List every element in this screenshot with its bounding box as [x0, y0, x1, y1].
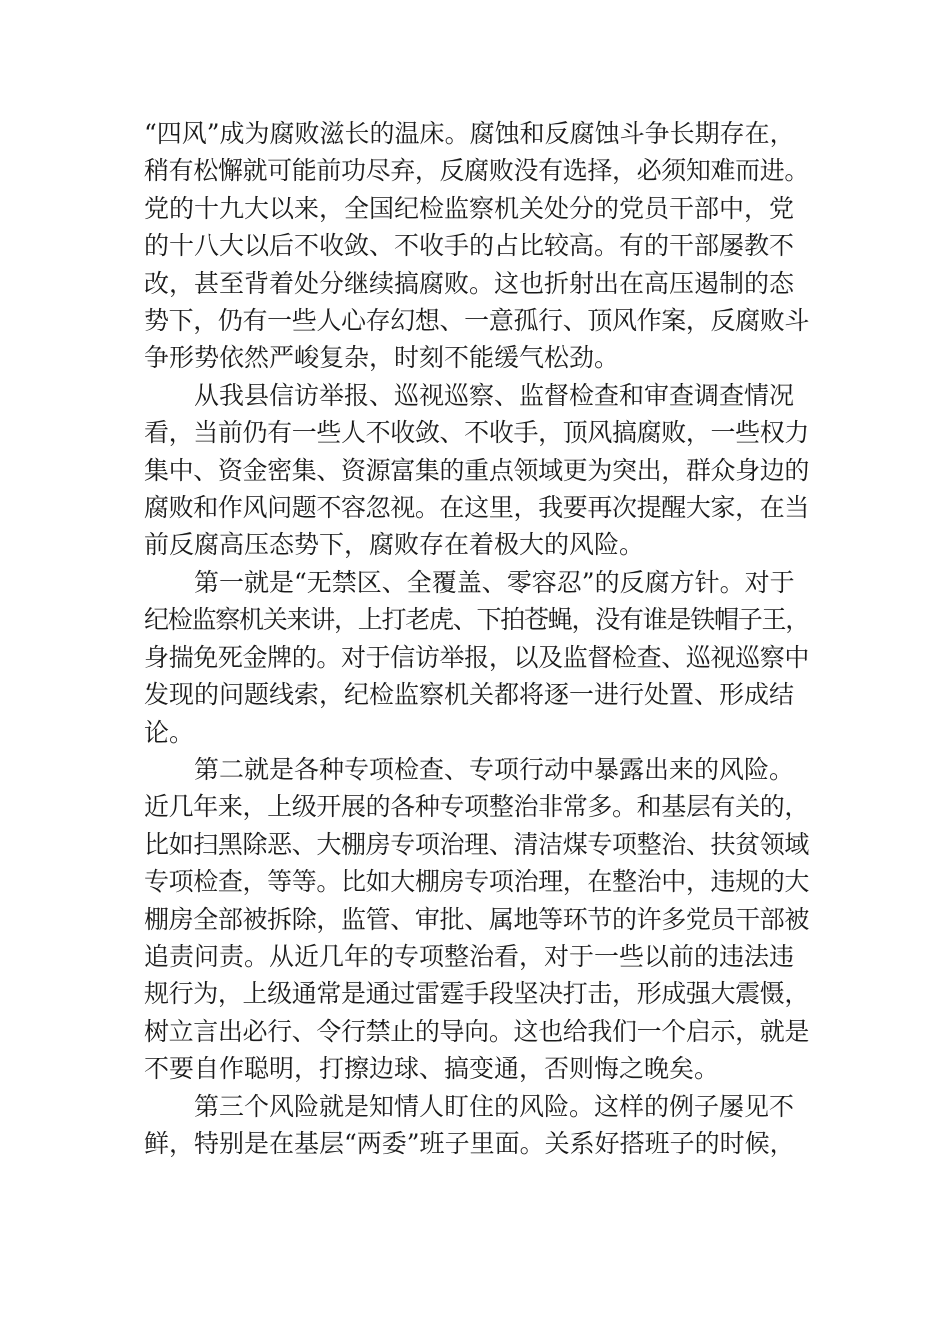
document-body — [144, 115, 809, 1162]
text-line: 棚房全部被拆除，监管、审批、属地等环节的许多党员干部被 — [144, 904, 809, 934]
text-line: 规行为，上级通常是通过雷霆手段坚决打击，形成强大震慑， — [144, 979, 809, 1009]
text-line: 改，甚至背着处分继续搞腐败。这也折射出在高压遏制的态 — [144, 268, 795, 298]
text-line: 第一就是“无禁区、全覆盖、零容忍”的反腐方针。对于 — [194, 567, 795, 597]
text-line: 争形势依然严峻复杂，时刻不能缓气松劲。 — [144, 343, 620, 373]
text-line: 从我县信访举报、巡视巡察、监督检查和审查调查情况 — [194, 380, 795, 410]
text-line: 专项检查，等等。比如大棚房专项治理，在整治中，违规的大 — [144, 867, 809, 897]
text-line: 发现的问题线索，纪检监察机关都将逐一进行处置、形成结 — [144, 680, 795, 710]
text-line: 稍有松懈就可能前功尽弃，反腐败没有选择，必须知难而进。 — [144, 156, 809, 186]
text-line: 论。 — [144, 717, 195, 747]
text-line: 追责问责。从近几年的专项整治看，对于一些以前的违法违 — [144, 941, 795, 971]
text-line: 党的十九大以来，全国纪检监察机关处分的党员干部中，党 — [144, 193, 795, 223]
text-line: 树立言出必行、令行禁止的导向。这也给我们一个启示，就是 — [144, 1016, 809, 1046]
text-line: 的十八大以后不收敛、不收手的占比较高。有的干部屡教不 — [144, 231, 795, 261]
paragraph — [144, 564, 809, 751]
text-line: 比如扫黑除恶、大棚房专项治理、清洁煤专项整治、扶贫领域 — [144, 829, 809, 859]
paragraph — [144, 115, 809, 377]
text-line: 前反腐高压态势下，腐败存在着极大的风险。 — [144, 530, 645, 560]
text-line: 看，当前仍有一些人不收敛、不收手，顶风搞腐败，一些权力 — [144, 418, 809, 448]
text-line: 近几年来，上级开展的各种专项整治非常多。和基层有关的， — [144, 792, 809, 822]
text-line: 纪检监察机关来讲，上打老虎、下拍苍蝇，没有谁是铁帽子王， — [144, 605, 809, 635]
text-line: 不要自作聪明，打擦边球、搞变通，否则悔之晚矣。 — [144, 1054, 720, 1084]
text-line: 身揣免死金牌的。对于信访举报，以及监督检查、巡视巡察中 — [144, 642, 809, 672]
text-line: 势下，仍有一些人心存幻想、一意孤行、顶风作案，反腐败斗 — [144, 306, 809, 336]
paragraph — [144, 377, 809, 564]
paragraph — [144, 1088, 809, 1163]
text-line: “四风”成为腐败滋长的温床。腐蚀和反腐蚀斗争长期存在， — [144, 119, 795, 148]
text-line: 鲜，特别是在基层“两委”班子里面。关系好搭班子的时候， — [144, 1128, 795, 1158]
text-line: 第三个风险就是知情人盯住的风险。这样的例子屡见不 — [194, 1091, 795, 1121]
text-line: 第二就是各种专项检查、专项行动中暴露出来的风险。 — [194, 754, 795, 784]
text-line: 集中、资金密集、资源富集的重点领域更为突出，群众身边的 — [144, 455, 809, 485]
text-line: 腐败和作风问题不容忽视。在这里，我要再次提醒大家，在当 — [144, 493, 809, 523]
paragraph — [144, 751, 809, 1088]
